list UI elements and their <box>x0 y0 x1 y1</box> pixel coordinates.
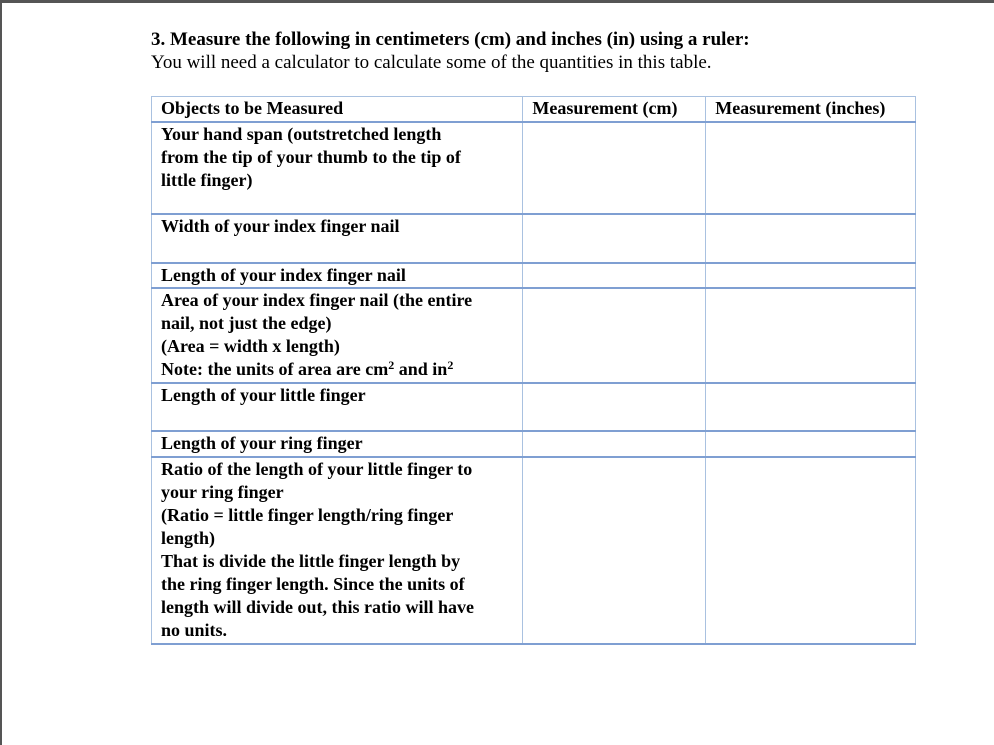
row-ring-finger: Length of your ring finger <box>152 431 523 457</box>
cm-cell[interactable] <box>523 431 706 457</box>
question-subtitle: You will need a calculator to calculate some of the quantities in this table. <box>151 52 712 73</box>
cm-cell[interactable] <box>523 288 706 383</box>
table-header-row <box>152 97 916 122</box>
table-row <box>152 122 916 214</box>
table-row <box>152 288 916 383</box>
header-objects: Objects to be Measured <box>152 97 523 122</box>
cm-cell[interactable] <box>523 214 706 263</box>
row-nail-length: Length of your index finger nail <box>152 263 523 288</box>
cm-cell[interactable] <box>523 263 706 288</box>
inches-cell[interactable] <box>706 431 916 457</box>
table-row <box>152 214 916 263</box>
row-nail-width: Width of your index finger nail <box>152 214 523 263</box>
cm-cell[interactable] <box>523 122 706 214</box>
row-little-finger: Length of your little finger <box>152 383 523 431</box>
header-inches: Measurement (inches) <box>706 97 916 122</box>
inches-cell[interactable] <box>706 383 916 431</box>
table-row <box>152 431 916 457</box>
table-row <box>152 383 916 431</box>
cm-cell[interactable] <box>523 457 706 644</box>
page-edge-top <box>0 0 994 3</box>
question-title: 3. Measure the following in centimeters (cm) and inches (in) using a ruler: <box>151 29 750 50</box>
table-row <box>152 263 916 288</box>
row-finger-ratio: Ratio of the length of your little finger to your ring finger (Ratio = little finger length/ring finger length) That is divide the little finger length by the ring finger length. Since the units of length will divide out, this ratio will have no units. <box>152 457 523 644</box>
inches-cell[interactable] <box>706 122 916 214</box>
inches-cell[interactable] <box>706 457 916 644</box>
inches-cell[interactable] <box>706 263 916 288</box>
inches-cell[interactable] <box>706 214 916 263</box>
row-hand-span: Your hand span (outstretched length from the tip of your thumb to the tip of little finger) <box>152 122 523 214</box>
header-cm: Measurement (cm) <box>523 97 706 122</box>
question-block <box>151 28 951 74</box>
measurement-table <box>151 96 916 645</box>
page-edge-left <box>0 0 2 745</box>
table-row <box>152 457 916 644</box>
cm-cell[interactable] <box>523 383 706 431</box>
inches-cell[interactable] <box>706 288 916 383</box>
row-nail-area: Area of your index finger nail (the entire nail, not just the edge) (Area = width x length) Note: the units of area are $cm^2$ and $in^2$ <box>152 288 523 383</box>
area-units-note: Note: the units of area are $cm^2$ and $in^2$ <box>161 357 454 379</box>
